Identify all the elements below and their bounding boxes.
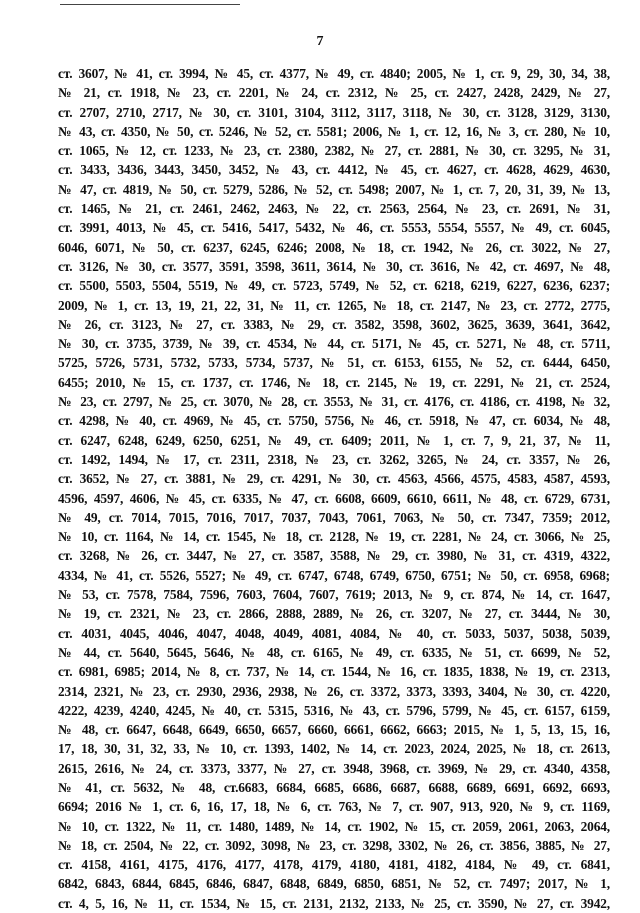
text-line: 2009, № 1, ст. 13, 19, 21, 22, 31, № 11, ст. 1265, № 18, ст. 2147, № 23, ст. 2772, 2775, <box>58 297 610 313</box>
text-line: ст. 4031, 4045, 4046, 4047, 4048, 4049, 4081, 4084, № 40, ст. 5033, 5037, 5038, 5039, <box>58 625 610 641</box>
text-line: ст. 4298, № 40, ст. 4969, № 45, ст. 5750, 5756, № 46, ст. 5918, № 47, ст. 6034, № 48, <box>58 413 610 429</box>
text-line: 6455; 2010, № 15, ст. 1737, ст. 1746, № 18, ст. 2145, № 19, ст. 2291, № 21, ст. 2524, <box>58 374 610 390</box>
text-line: № 53, ст. 7578, 7584, 7596, 7603, 7604, 7607, 7619; 2013, № 9, ст. 874, № 14, ст. 1647, <box>58 587 610 603</box>
text-line: № 18, ст. 2504, № 22, ст. 3092, 3098, № 23, ст. 3298, 3302, № 26, ст. 3856, 3885, № 27, <box>58 837 610 853</box>
text-line: № 10, ст. 1164, № 14, ст. 1545, № 18, ст. 2128, № 19, ст. 2281, № 24, ст. 3066, № 25, <box>58 529 610 545</box>
text-line: 5725, 5726, 5731, 5732, 5733, 5734, 5737, № 51, ст. 6153, 6155, № 52, ст. 6444, 6450, <box>58 355 610 371</box>
text-line: 6694; 2016 № 1, ст. 6, 16, 17, 18, № 6, ст. 763, № 7, ст. 907, 913, 920, № 9, ст. 1169, <box>58 799 610 815</box>
body-text <box>58 64 610 913</box>
text-line: № 30, ст. 3735, 3739, № 39, ст. 4534, № 44, ст. 5171, № 45, ст. 5271, № 48, ст. 5711, <box>58 336 610 352</box>
header-rule <box>60 4 240 5</box>
text-line: 2314, 2321, № 23, ст. 2930, 2936, 2938, № 26, ст. 3372, 3373, 3393, 3404, № 30, ст. 4220, <box>58 683 610 699</box>
text-line: № 44, ст. 5640, 5645, 5646, № 48, ст. 6165, № 49, ст. 6335, № 51, ст. 6699, № 52, <box>58 644 610 660</box>
text-line: ст. 3126, № 30, ст. 3577, 3591, 3598, 3611, 3614, № 30, ст. 3616, № 42, ст. 4697, № 48, <box>58 258 610 274</box>
text-line: № 23, ст. 2797, № 25, ст. 3070, № 28, ст. 3553, № 31, ст. 4176, ст. 4186, ст. 4198, № 32, <box>58 394 610 410</box>
text-line: ст. 6981, 6985; 2014, № 8, ст. 737, № 14, ст. 1544, № 16, ст. 1835, 1838, № 19, ст. 2313, <box>58 664 610 680</box>
text-line: ст. 4158, 4161, 4175, 4176, 4177, 4178, 4179, 4180, 4181, 4182, 4184, № 49, ст. 6841, <box>58 857 610 873</box>
text-line: 6046, 6071, № 50, ст. 6237, 6245, 6246; 2008, № 18, ст. 1942, № 26, ст. 3022, № 27, <box>58 239 610 255</box>
text-line: № 19, ст. 2321, № 23, ст. 2866, 2888, 2889, № 26, ст. 3207, № 27, ст. 3444, № 30, <box>58 606 610 622</box>
text-line: № 47, ст. 4819, № 50, ст. 5279, 5286, № 52, ст. 5498; 2007, № 1, ст. 7, 20, 31, 39, № 13, <box>58 181 610 197</box>
text-line: 4334, № 41, ст. 5526, 5527; № 49, ст. 6747, 6748, 6749, 6750, 6751; № 50, ст. 6958, 6968; <box>58 567 610 583</box>
text-line: № 48, ст. 6647, 6648, 6649, 6650, 6657, 6660, 6661, 6662, 6663; 2015, № 1, 5, 13, 15, 16, <box>58 722 610 738</box>
text-line: ст. 2707, 2710, 2717, № 30, ст. 3101, 3104, 3112, 3117, 3118, № 30, ст. 3128, 3129, 3130, <box>58 104 610 120</box>
text-line: ст. 1065, № 12, ст. 1233, № 23, ст. 2380, 2382, № 27, ст. 2881, № 30, ст. 3295, № 31, <box>58 143 610 159</box>
text-line: ст. 1492, 1494, № 17, ст. 2311, 2318, № 23, ст. 3262, 3265, № 24, ст. 3357, № 26, <box>58 451 610 467</box>
text-line: 6842, 6843, 6844, 6845, 6846, 6847, 6848, 6849, 6850, 6851, № 52, ст. 7497; 2017, № 1, <box>58 876 610 892</box>
text-line: № 21, ст. 1918, № 23, ст. 2201, № 24, ст. 2312, № 25, ст. 2427, 2428, 2429, № 27, <box>58 85 610 101</box>
page-number: 7 <box>316 34 324 49</box>
text-line: ст. 4, 5, 16, № 11, ст. 1534, № 15, ст. 2131, 2132, 2133, № 25, ст. 3590, № 27, ст. 3942, <box>58 895 610 911</box>
text-line: ст. 3268, № 26, ст. 3447, № 27, ст. 3587, 3588, № 29, ст. 3980, № 31, ст. 4319, 4322, <box>58 548 610 564</box>
text-line: ст. 3652, № 27, ст. 3881, № 29, ст. 4291, № 30, ст. 4563, 4566, 4575, 4583, 4587, 4593, <box>58 471 610 487</box>
text-line: ст. 1465, № 21, ст. 2461, 2462, 2463, № 22, ст. 2563, 2564, № 23, ст. 2691, № 31, <box>58 201 610 217</box>
text-line: ст. 5500, 5503, 5504, 5519, № 49, ст. 5723, 5749, № 52, ст. 6218, 6219, 6227, 6236, 6237; <box>58 278 610 294</box>
text-line: 2615, 2616, № 24, ст. 3373, 3377, № 27, ст. 3948, 3968, ст. 3969, № 29, ст. 4340, 4358, <box>58 760 610 776</box>
text-line: 4222, 4239, 4240, 4245, № 40, ст. 5315, 5316, № 43, ст. 5796, 5799, № 45, ст. 6157, 6159, <box>58 702 610 718</box>
text-line: ст. 3607, № 41, ст. 3994, № 45, ст. 4377, № 49, ст. 4840; 2005, № 1, ст. 9, 29, 30, 34, 38, <box>58 66 610 81</box>
text-line: ст. 6247, 6248, 6249, 6250, 6251, № 49, ст. 6409; 2011, № 1, ст. 7, 9, 21, 37, № 11, <box>58 432 610 448</box>
text-line: № 41, ст. 5632, № 48, ст.6683, 6684, 6685, 6686, 6687, 6688, 6689, 6691, 6692, 6693, <box>58 779 610 795</box>
text-line: № 26, ст. 3123, № 27, ст. 3383, № 29, ст. 3582, 3598, 3602, 3625, 3639, 3641, 3642, <box>58 316 610 332</box>
text-line: 17, 18, 30, 31, 32, 33, № 10, ст. 1393, 1402, № 14, ст. 2023, 2024, 2025, № 18, ст. 2613, <box>58 741 610 757</box>
text-line: № 43, ст. 4350, № 50, ст. 5246, № 52, ст. 5581; 2006, № 1, ст. 12, 16, № 3, ст. 280, № 10, <box>58 123 610 139</box>
text-line: ст. 3433, 3436, 3443, 3450, 3452, № 43, ст. 4412, № 45, ст. 4627, ст. 4628, 4629, 4630, <box>58 162 610 178</box>
text-line: № 49, ст. 7014, 7015, 7016, 7017, 7037, 7043, 7061, 7063, № 50, ст. 7347, 7359; 2012, <box>58 509 610 525</box>
text-line: ст. 3991, 4013, № 45, ст. 5416, 5417, 5432, № 46, ст. 5553, 5554, 5557, № 49, ст. 6045, <box>58 220 610 236</box>
text-line: 4596, 4597, 4606, № 45, ст. 6335, № 47, ст. 6608, 6609, 6610, 6611, № 48, ст. 6729, 6731, <box>58 490 610 506</box>
text-line: № 10, ст. 1322, № 11, ст. 1480, 1489, № 14, ст. 1902, № 15, ст. 2059, 2061, 2063, 2064, <box>58 818 610 834</box>
